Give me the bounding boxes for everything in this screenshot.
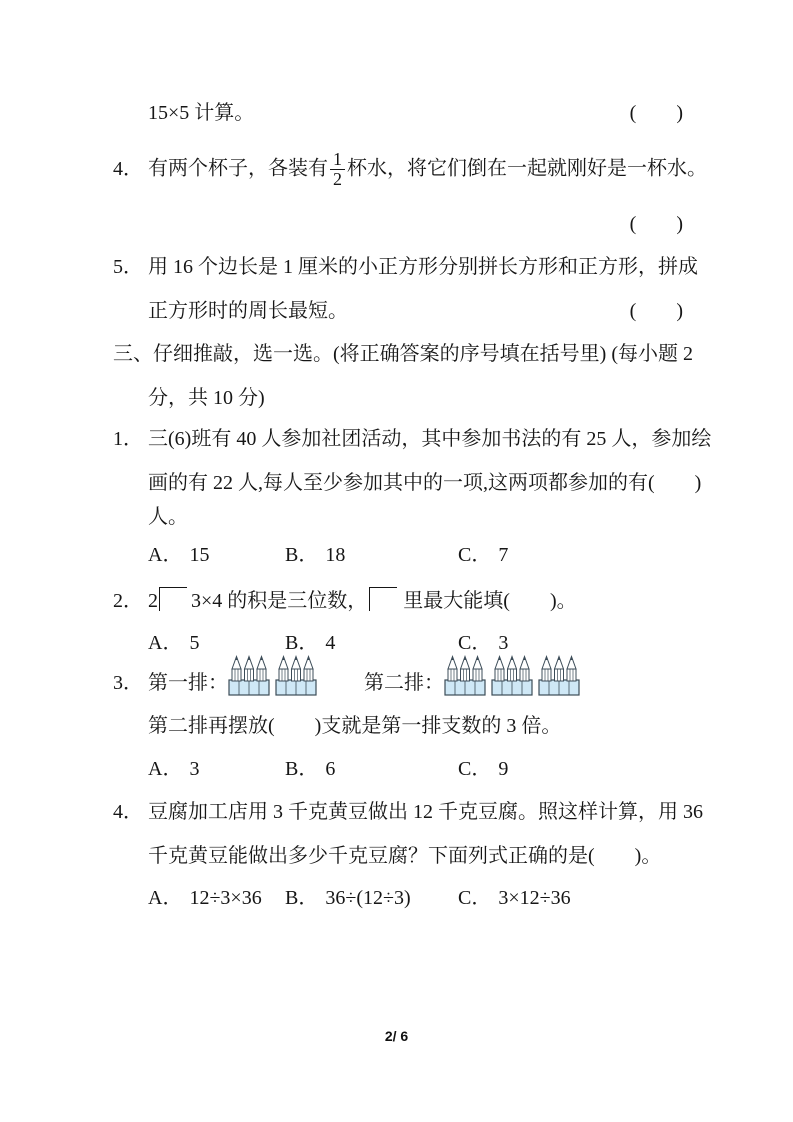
choice-q1-line3: 人。 [148, 506, 188, 528]
option-b: B． 6 [285, 758, 336, 780]
question-number: 1． [113, 428, 143, 450]
option-a: A． 3 [148, 758, 200, 780]
row1-label: 第一排： [148, 672, 228, 694]
answer-bracket: ( ) [629, 300, 683, 322]
pencil-group-icon [275, 652, 317, 697]
choice-q4-options [148, 881, 571, 910]
answer-bracket: ( ) [629, 213, 683, 235]
option-a: A． 12÷3×36 [148, 887, 262, 909]
choice-q1-options [148, 538, 508, 567]
judge-item5-line2: 正方形时的周长最短。 ( ) [113, 294, 683, 323]
option-b: B． 4 [285, 632, 336, 654]
pencil-row-2 [444, 652, 585, 697]
pencil-group-icon [444, 652, 486, 697]
section3-heading-line2: 分，共 10 分) [148, 387, 265, 409]
choice-q3-options [148, 752, 508, 781]
judge-item4-bracket-line [113, 207, 683, 236]
choice-q3-picture-line [113, 652, 585, 697]
pencil-group-icon [538, 652, 580, 697]
fraction-one-half: $\frac{1}{2}$ [330, 150, 345, 190]
pencil-group-icon [491, 652, 533, 697]
choice-q3-line2: 第二排再摆放( )支就是第一排支数的 3 倍。 [148, 715, 562, 737]
judge-item3-text: 15×5 计算。 [148, 102, 255, 124]
option-a: A． 15 [148, 544, 210, 566]
choice-q4-line2: 千克黄豆能做出多少千克豆腐？下面列式正确的是( )。 [148, 845, 662, 867]
question-number: 2． [113, 590, 143, 612]
blank-box-icon [159, 587, 187, 611]
blank-box-icon [369, 587, 397, 611]
judge-item4-line [113, 149, 707, 213]
judge-item4-pre: 有两个杯子，各装有 [148, 157, 328, 180]
choice-q4-line1: 4． 豆腐加工店用 3 千克黄豆做出 12 千克豆腐。照这样计算，用 36 [113, 795, 683, 847]
option-c: C． 9 [458, 758, 509, 780]
option-a: A． 5 [148, 632, 200, 654]
question-number: 4． [113, 801, 143, 823]
row2-label: 第二排： [364, 672, 444, 694]
choice-q1-line1: 1． 三(6)班有 40 人参加社团活动，其中参加书法的有 25 人，参加绘 [113, 422, 683, 474]
answer-bracket: ( ) [629, 102, 683, 124]
item-number: 5． [113, 256, 143, 278]
section3-heading-line1: 三、仔细推敲，选一选。(将正确答案的序号填在括号里) (每小题 2 [113, 343, 693, 365]
option-c: C． 3×12÷36 [458, 887, 571, 909]
option-b: B． 36÷(12÷3) [285, 887, 411, 909]
question-number: 3． [113, 672, 143, 694]
judge-item5-line1: 5． 用 16 个边长是 1 厘米的小正方形分别拼长方形和正方形，拼成 [113, 250, 683, 302]
option-c: C． 3 [458, 632, 509, 654]
pencil-row-1 [228, 652, 322, 697]
choice-q2-options [148, 626, 508, 655]
page-number: 2/ 6 [384, 1028, 409, 1044]
choice-q1-line2: 画的有 22 人,每人至少参加其中的一项,这两项都参加的有( ) [148, 472, 702, 494]
option-b: B． 18 [285, 544, 346, 566]
item-number: 4． [113, 157, 143, 180]
judge-item3-tail [113, 96, 683, 125]
choice-q2-line: 2． 2 3×4 的积是三位数， 里最大能填( )。 [113, 584, 683, 636]
pencil-group-icon [228, 652, 270, 697]
judge-item4-post: 杯水，将它们倒在一起就刚好是一杯水。 [347, 157, 707, 180]
option-c: C． 7 [458, 544, 509, 566]
